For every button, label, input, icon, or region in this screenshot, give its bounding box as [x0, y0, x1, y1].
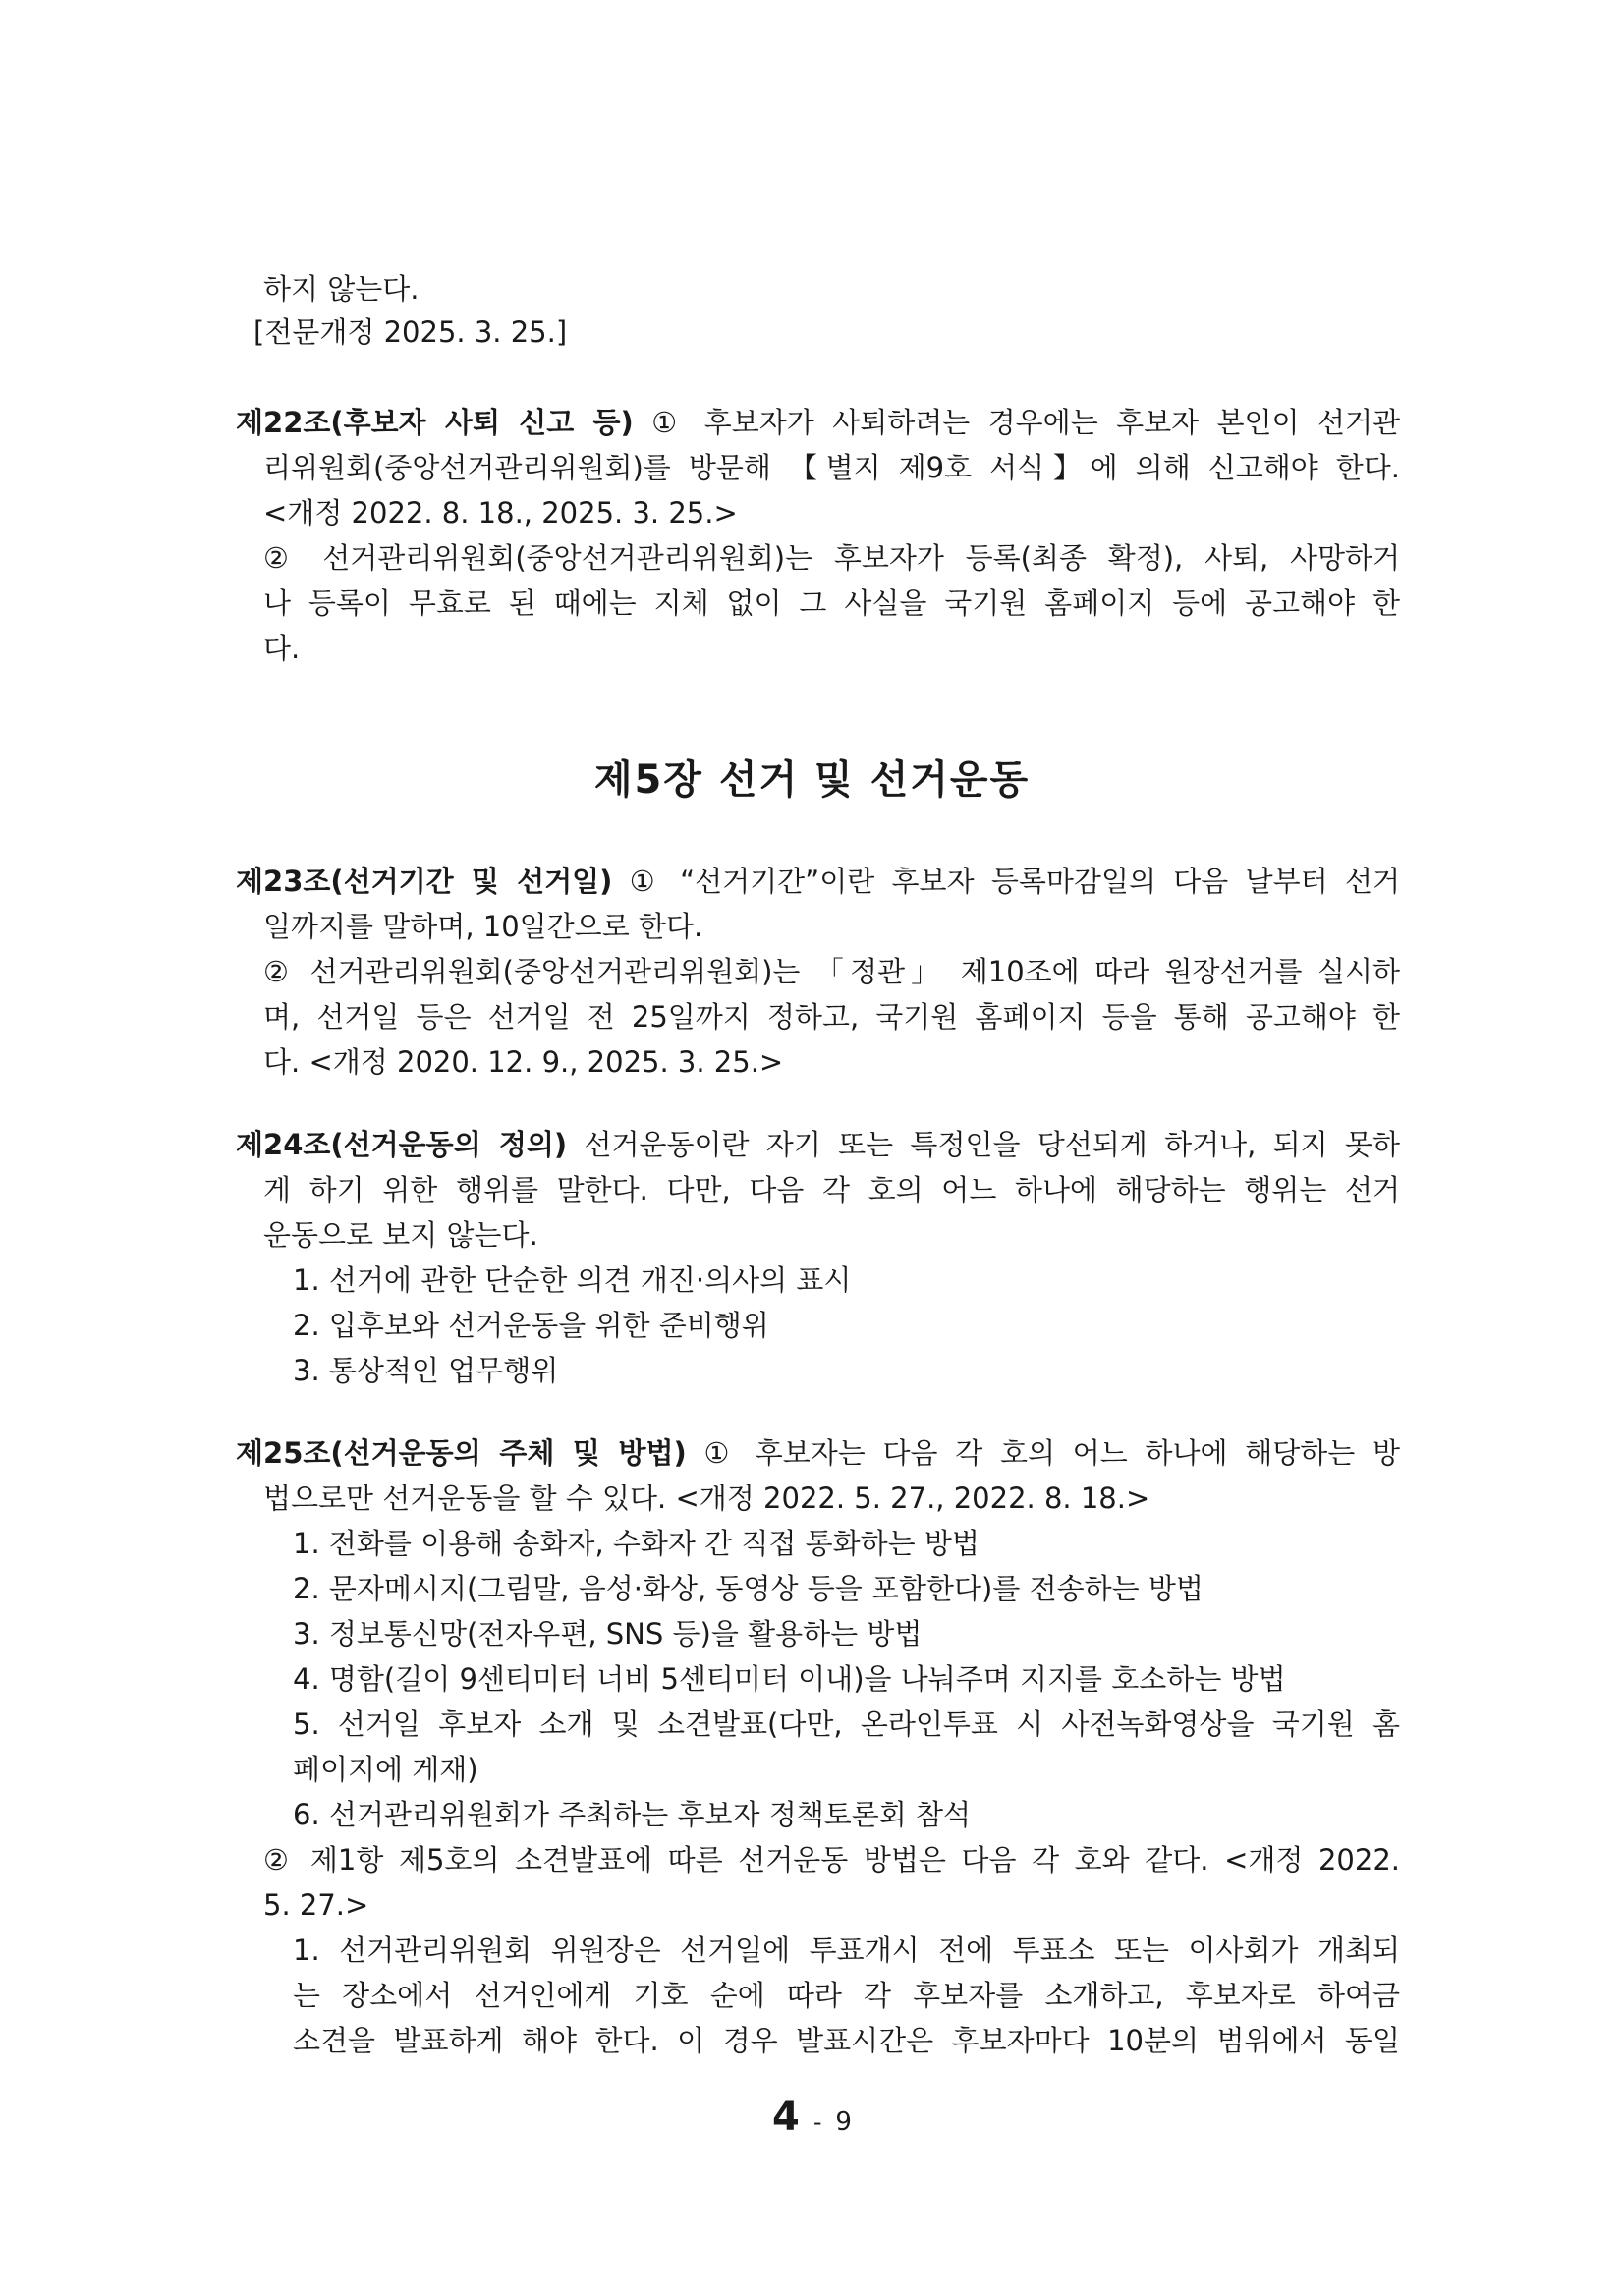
article-22-line-2: 리위원회(중앙선거관리위원회)를 방문해 【별지 제9호 서식】에 의해 신고해야 한다. [263, 451, 1400, 484]
article-22-paragraph-2-end: 다. [263, 632, 301, 665]
article-24-line-2: 게 하기 위한 행위를 말한다. 다만, 다음 각 호의 어느 하나에 해당하는 행위는 선거 [263, 1173, 1400, 1206]
article-23-line-1: 제23조(선거기간 및 선거일) ① “선거기간”이란 후보자 등록마감일의 다음 날부터 선거 [236, 865, 1400, 898]
list-item: 3. 통상적인 업무행위 [293, 1354, 559, 1387]
article-22-paragraph-2: ② 선거관리위원회(중앙선거관리위원회)는 후보자가 등록(최종 확정), 사퇴, 사망하거 [263, 541, 1400, 575]
list-item: 2. 입후보와 선거운동을 위한 준비행위 [293, 1309, 769, 1342]
page-index: 9 [835, 2107, 852, 2137]
article-22-line-1: 제22조(후보자 사퇴 신고 등) ① 후보자가 사퇴하려는 경우에는 후보자 본인이 선거관 [236, 406, 1400, 439]
article-25-paragraph-2: ② 제1항 제5호의 소견발표에 따른 선거운동 방법은 다음 각 호와 같다. <개정 2022. [263, 1843, 1400, 1876]
article-24-line-1: 제24조(선거운동의 정의) 선거운동이란 자기 또는 특정인을 당선되게 하거나, 되지 못하 [236, 1128, 1400, 1161]
chapter-number: 4 [772, 2095, 800, 2140]
list-item: 6. 선거관리위원회가 주최하는 후보자 정책토론회 참석 [293, 1798, 972, 1831]
article-25-paragraph-2-cont: 5. 27.> [263, 1888, 369, 1922]
article-23-paragraph-2: ② 선거관리위원회(중앙선거관리위원회)는 「정관」 제10조에 따라 원장선거를 실시하 [263, 955, 1400, 988]
article-23-line-2: 일까지를 말하며, 10일간으로 한다. [263, 910, 703, 943]
continuation-text: 하지 않는다. [263, 272, 420, 306]
article-23-title: 제23조(선거기간 및 선거일) [236, 865, 613, 898]
article-22-title: 제22조(후보자 사퇴 신고 등) [236, 406, 634, 439]
article-25-title: 제25조(선거운동의 주체 및 방법) [236, 1436, 687, 1470]
list-item-cont: 는 장소에서 선거인에게 기호 순에 따라 각 후보자를 소개하고, 후보자로 하여금 [293, 1979, 1400, 2012]
list-item: 1. 선거관리위원회 위원장은 선거일에 투표개시 전에 투표소 또는 이사회가 개최되 [293, 1933, 1400, 1967]
article-24-line-3: 운동으로 보지 않는다. [263, 1218, 538, 1252]
chapter-heading: 제5장 선거 및 선거운동 [593, 757, 1031, 803]
list-item-cont: 소견을 발표하게 해야 한다. 이 경우 발표시간은 후보자마다 10분의 범위에서 동일 [293, 2024, 1400, 2057]
article-24-title: 제24조(선거운동의 정의) [236, 1128, 568, 1161]
page-number [0, 2095, 1624, 2140]
list-item: 5. 선거일 후보자 소개 및 소견발표(다만, 온라인투표 시 사전녹화영상을 국기원 홈 [293, 1708, 1400, 1741]
page-number-separator: - [812, 2108, 822, 2136]
article-23-amendment: 다. <개정 2020. 12. 9., 2025. 3. 25.> [263, 1045, 784, 1079]
list-item-cont: 페이지에 게재) [293, 1753, 478, 1786]
article-22-paragraph-2-cont: 나 등록이 무효로 된 때에는 지체 없이 그 사실을 국기원 홈페이지 등에 공고해야 한 [263, 587, 1400, 620]
list-item: 4. 명함(길이 9센티미터 너비 5센티미터 이내)을 나눠주며 지지를 호소하는 방법 [293, 1662, 1286, 1696]
amendment-note: [전문개정 2025. 3. 25.] [253, 315, 568, 349]
list-item: 3. 정보통신망(전자우편, SNS 등)을 활용하는 방법 [293, 1617, 923, 1651]
article-23-paragraph-2-cont: 며, 선거일 등은 선거일 전 25일까지 정하고, 국기원 홈페이지 등을 통해 공고해야 한 [263, 1000, 1400, 1034]
article-25-line-1: 제25조(선거운동의 주체 및 방법) ① 후보자는 다음 각 호의 어느 하나에 해당하는 방 [236, 1436, 1400, 1470]
article-25-line-2: 법으로만 선거운동을 할 수 있다. <개정 2022. 5. 27., 2022. 8. 18.> [263, 1482, 1150, 1515]
list-item: 1. 전화를 이용해 송화자, 수화자 간 직접 통화하는 방법 [293, 1527, 980, 1560]
list-item: 2. 문자메시지(그림말, 음성·화상, 동영상 등을 포함한다)를 전송하는 방법 [293, 1572, 1204, 1605]
list-item: 1. 선거에 관한 단순한 의견 개진·의사의 표시 [293, 1263, 852, 1297]
article-22-amendment: <개정 2022. 8. 18., 2025. 3. 25.> [263, 496, 738, 530]
